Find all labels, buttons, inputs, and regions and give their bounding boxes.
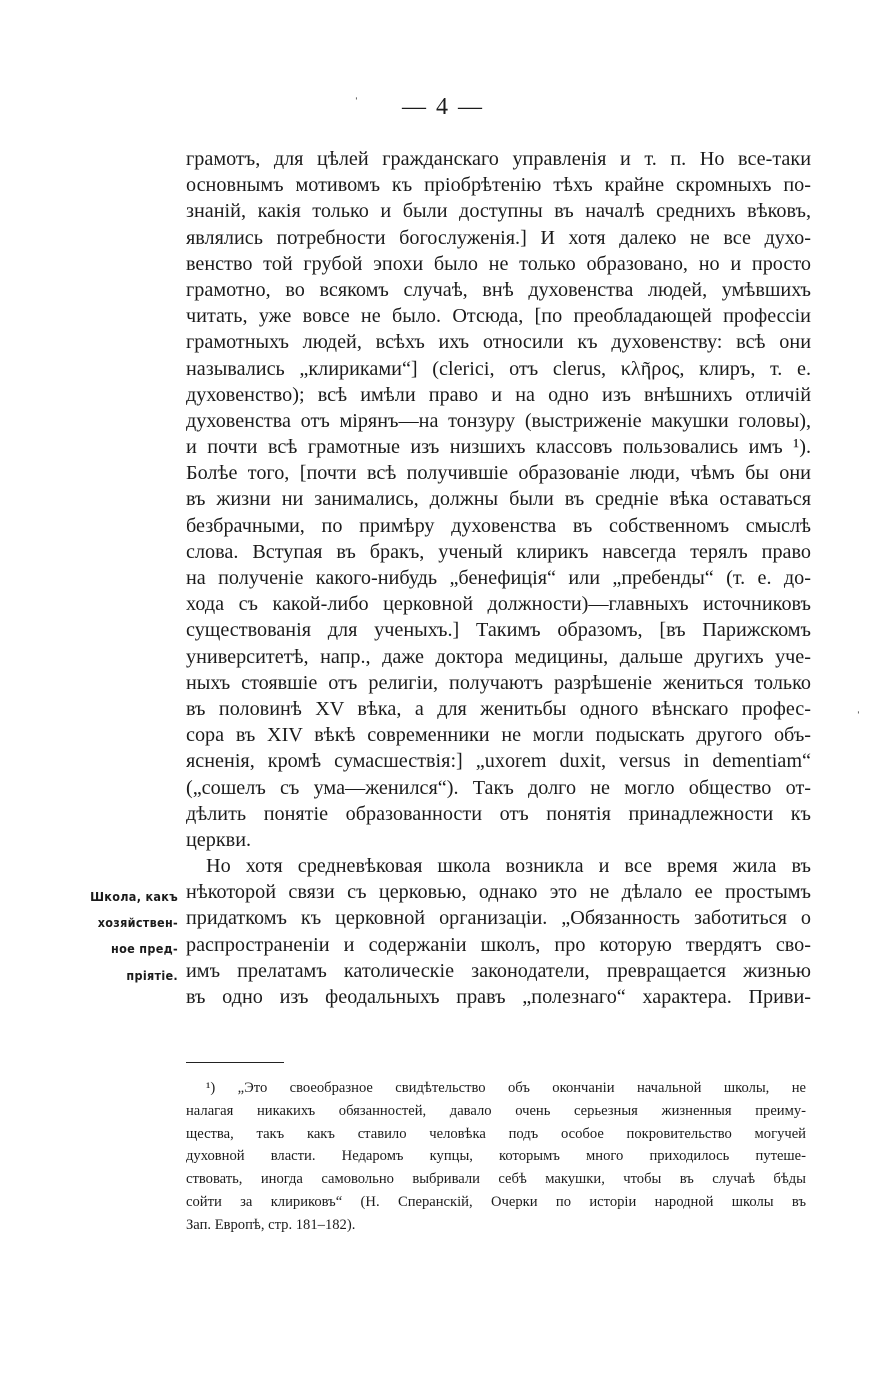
margin-note-line: Школа, какъ: [90, 889, 178, 904]
text-line: университетѣ, напр., даже доктора медицины, дальше другихъ уче-: [186, 645, 811, 668]
footnote-divider: [186, 1062, 284, 1063]
text-line: Но хотя средневѣковая школа возникла и все время жила въ: [206, 855, 811, 878]
footnote-line: сойти за клириковъ“ (Н. Сперанскій, Очерки по исторіи народной школы въ: [186, 1193, 806, 1210]
margin-note: [58, 884, 178, 989]
text-line: существованія для ученыхъ.] Такимъ образомъ, [въ Парижскомъ: [186, 619, 811, 642]
text-line: въ жизни ни занимались, должны были въ средніе вѣка оставаться: [186, 488, 811, 511]
body-text: [186, 146, 811, 1010]
footnote-line: ¹) „Это своеобразное свидѣтельство объ окончаніи начальной школы, не: [206, 1080, 806, 1096]
page-number: — 4 —: [402, 94, 484, 120]
text-line: грамотныхъ людей, всѣхъ ихъ относили къ духовенству: всѣ они: [186, 331, 811, 354]
margin-note-line: хозяйствен-: [97, 915, 178, 931]
text-line: Болѣе того, [почти всѣ получившіе образованіе люди, чѣмъ бы они: [186, 462, 811, 485]
text-line: грамотъ, для цѣлей гражданскаго управленія и т. п. Но все-таки: [186, 148, 811, 170]
text-line: ныхъ стоявшіе отъ религіи, получаютъ разрѣшеніе жениться только: [186, 671, 811, 694]
text-line: распространеніи и содержаніи школъ, про которую твердятъ сво-: [186, 933, 811, 956]
margin-note-line: ное пред-: [111, 941, 178, 957]
stray-mark: ˈ: [856, 710, 861, 725]
text-line: на полученіе какого-нибудь „бенефиція“ или „пребенды“ (т. е. до-: [186, 567, 811, 589]
text-line: сора въ XIV вѣкѣ современники не могли подыскать другого объ-: [186, 724, 811, 747]
margin-note-line: пріятіе.: [126, 967, 178, 983]
text-line: дѣлить понятіе образованности отъ понятія принадлежности къ: [186, 802, 811, 825]
text-line: безбрачными, по примѣру духовенства въ собственномъ смыслѣ: [186, 514, 811, 537]
text-line: нѣкоторой связи съ церковью, однако это не дѣлало ее простымъ: [186, 881, 811, 904]
text-line: ясненія, кромѣ сумасшествія:] „uxorem duxit, versus in dementiam“: [186, 750, 811, 773]
text-line: назывались „клириками“] (clerici, отъ clerus, κλῆρος, клиръ, т. е.: [186, 357, 811, 380]
text-line: знаній, какія только и были доступны въ началѣ среднихъ вѣковъ,: [186, 200, 811, 223]
text-line: хода съ какой-либо церковной должности)—главныхъ источниковъ: [186, 593, 811, 616]
text-line: являлись потребности богослуженія.] И хотя далеко не все духо-: [186, 226, 811, 249]
text-line: слова. Вступая въ бракъ, ученый клирикъ навсегда терялъ право: [186, 540, 811, 563]
footnote-line: духовной власти. Недаромъ купцы, которымъ много приходилось путеше-: [186, 1148, 806, 1165]
footnote-line: щества, такъ какъ ставило человѣка подъ особое покровительство могучей: [186, 1125, 806, 1142]
text-line: духовенства отъ мірянъ—на тонзуру (выстриженіе макушки головы),: [186, 409, 811, 432]
text-line: венство той грубой эпохи было не только образовано, но и просто: [186, 252, 811, 275]
footnote-line: ствовать, иногда самовольно выбривали себѣ макушки, чтобы въ случаѣ бѣды: [186, 1171, 806, 1188]
text-line: въ половинѣ XV вѣка, а для женитьбы одного вѣнскаго профес-: [186, 697, 811, 720]
stray-mark: ˈ: [354, 96, 359, 111]
text-line: духовенство); всѣ имѣли право и на одно изъ внѣшнихъ отличій: [186, 383, 811, 406]
text-line: имъ прелатамъ католическіе законодатели, превращается жизнью: [186, 959, 811, 982]
text-line: церкви.: [186, 828, 252, 851]
footnote-line: налагая никакихъ обязанностей, давало очень серьезныя жизненныя преиму-: [186, 1102, 806, 1119]
text-line: („сошелъ съ ума—женился“). Такъ долго не могло общество от-: [186, 776, 811, 799]
footnote-line: Зап. Европѣ, стр. 181–182).: [186, 1216, 356, 1233]
text-line: основнымъ мотивомъ къ пріобрѣтенію тѣхъ крайне скромныхъ по-: [186, 174, 811, 197]
footnote: [186, 1077, 806, 1237]
text-line: придаткомъ къ церковной организаціи. „Обязанность заботиться о: [186, 907, 811, 930]
text-line: читать, уже вовсе не было. Отсюда, [по преобладающей профессіи: [186, 305, 811, 328]
text-line: и почти всѣ грамотные изъ низшихъ классовъ пользовались имъ ¹).: [186, 436, 811, 459]
text-line: въ одно изъ феодальныхъ правъ „полезнаго“ характера. Приви-: [186, 986, 811, 1008]
text-line: грамотно, во всякомъ случаѣ, внѣ духовенства людей, умѣвшихъ: [186, 278, 811, 301]
